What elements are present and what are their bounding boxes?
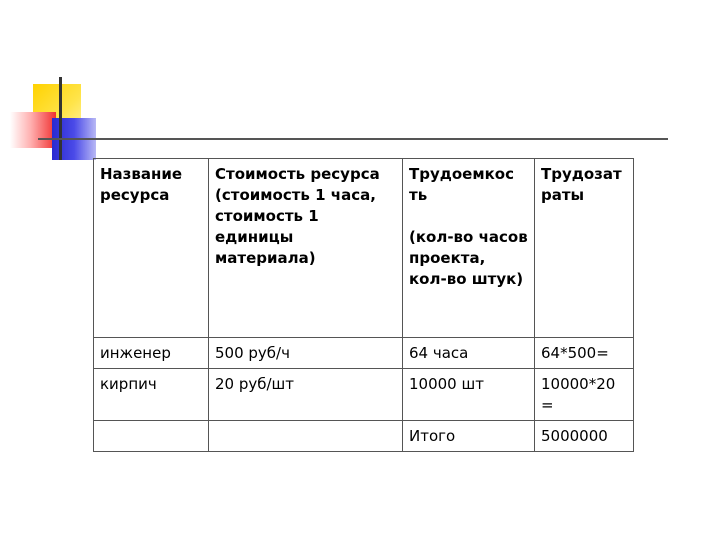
table-header-row xyxy=(94,159,634,338)
horizontal-rule-decoration xyxy=(38,138,668,140)
total-label: Итого xyxy=(403,421,535,452)
table-total-row xyxy=(94,421,634,452)
table-cell xyxy=(209,421,403,452)
table-row xyxy=(94,338,634,369)
vertical-rule-decoration xyxy=(59,77,62,160)
table-cell: 64*500= xyxy=(535,338,634,369)
table-cell: 10000 шт xyxy=(403,369,535,421)
header-labor-costs: Трудозат раты xyxy=(535,159,634,338)
header-resource-cost: Стоимость ресурса (стоимость 1 часа, стоимость 1 единицы материала) xyxy=(209,159,403,338)
table-cell: 500 руб/ч xyxy=(209,338,403,369)
table-row xyxy=(94,369,634,421)
header-resource-name: Название ресурса xyxy=(94,159,209,338)
table-cell: кирпич xyxy=(94,369,209,421)
table-cell: 10000*20 = xyxy=(535,369,634,421)
table-cell: 20 руб/шт xyxy=(209,369,403,421)
red-square-decoration xyxy=(10,112,56,148)
table-cell xyxy=(94,421,209,452)
header-labor-intensity: Трудоемкос ть (кол-во часов проекта, кол-во штук) xyxy=(403,159,535,338)
table-cell: 64 часа xyxy=(403,338,535,369)
total-value: 5000000 xyxy=(535,421,634,452)
resource-cost-table xyxy=(93,158,634,452)
table-cell: инженер xyxy=(94,338,209,369)
